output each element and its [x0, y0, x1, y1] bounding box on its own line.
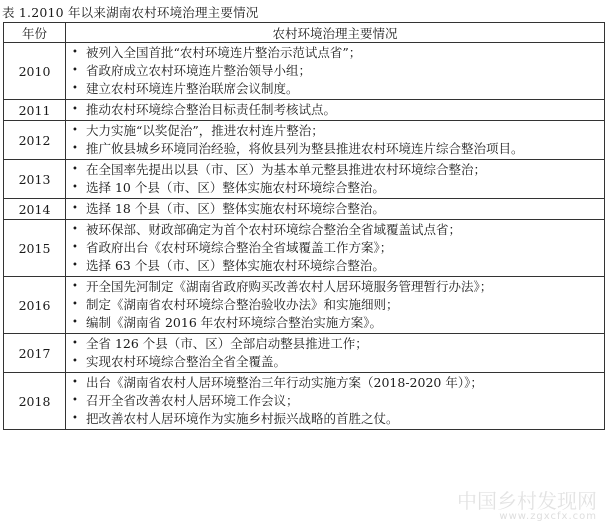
item-text: 被列入全国首批“农村环境连片整治示范试点省”；: [86, 45, 362, 60]
bullet-icon: •: [72, 299, 78, 310]
list-item: [72, 314, 600, 332]
list-item: [72, 161, 600, 179]
item-text: 出台《湖南省农村人居环境整治三年行动实施方案（2018-2020 年）》；: [86, 375, 483, 390]
content-cell: [66, 43, 605, 100]
list-item: [72, 335, 600, 353]
content-cell: [66, 160, 605, 199]
item-text: 选择 10 个县（市、区）整体实施农村环境综合整治。: [86, 180, 385, 195]
year-cell: 2014: [4, 199, 66, 220]
item-text: 推动农村环境综合整治目标责任制考核试点。: [86, 102, 337, 117]
content-cell: [66, 121, 605, 160]
list-item: [72, 278, 600, 296]
item-text: 把改善农村人居环境作为实施乡村振兴战略的首胜之仗。: [86, 411, 399, 426]
list-item: [72, 257, 600, 275]
bullet-icon: •: [72, 104, 78, 115]
year-cell: 2018: [4, 373, 66, 430]
item-text: 大力实施“以奖促治”，推进农村连片整治；: [86, 123, 324, 138]
bullet-icon: •: [72, 356, 78, 367]
content-cell: [66, 334, 605, 373]
table-header-row: [4, 23, 605, 43]
table-row: [4, 373, 605, 430]
content-cell: [66, 220, 605, 277]
bullet-icon: •: [72, 83, 78, 94]
content-cell: [66, 277, 605, 334]
bullet-icon: •: [72, 395, 78, 406]
list-item: [72, 410, 600, 428]
bullet-icon: •: [72, 317, 78, 328]
bullet-icon: •: [72, 203, 78, 214]
item-text: 推广攸县城乡环境同治经验，将攸县列为整县推进农村环境连片综合整治项目。: [86, 141, 524, 156]
item-text: 选择 18 个县（市、区）整体实施农村环境综合整治。: [86, 201, 385, 216]
bullet-icon: •: [72, 377, 78, 388]
table-body: [4, 43, 605, 430]
item-text: 选择 63 个县（市、区）整体实施农村环境综合整治。: [86, 258, 385, 273]
bullet-icon: •: [72, 281, 78, 292]
content-cell: [66, 100, 605, 121]
item-text: 制定《湖南省农村环境综合整治验收办法》和实施细则；: [86, 297, 399, 312]
table-row: [4, 121, 605, 160]
watermark-logo: [401, 486, 601, 524]
list-item: [72, 374, 600, 392]
list-item: [72, 353, 600, 371]
list-item: [72, 179, 600, 197]
item-text: 建立农村环境连片整治联席会议制度。: [86, 81, 299, 96]
bullet-icon: •: [72, 182, 78, 193]
governance-table: [3, 22, 605, 430]
bullet-icon: •: [72, 260, 78, 271]
list-item: [72, 221, 600, 239]
bullet-icon: •: [72, 47, 78, 58]
list-item: [72, 140, 600, 158]
list-item: [72, 392, 600, 410]
bullet-icon: •: [72, 65, 78, 76]
table-row: [4, 160, 605, 199]
content-cell: [66, 199, 605, 220]
list-item: [72, 62, 600, 80]
item-text: 召开全省改善农村人居环境工作会议；: [86, 393, 299, 408]
year-cell: 2015: [4, 220, 66, 277]
year-cell: 2016: [4, 277, 66, 334]
table-row: [4, 100, 605, 121]
item-text: 实现农村环境综合整治全省全覆盖。: [86, 354, 287, 369]
bullet-icon: •: [72, 125, 78, 136]
header-year: 年份: [4, 23, 66, 43]
list-item: [72, 239, 600, 257]
year-cell: 2017: [4, 334, 66, 373]
year-cell: 2011: [4, 100, 66, 121]
bullet-icon: •: [72, 242, 78, 253]
bullet-icon: •: [72, 164, 78, 175]
watermark-url: www.zgxcfx.com: [499, 511, 597, 522]
table-row: [4, 199, 605, 220]
item-text: 全省 126 个县（市、区）全部启动整县推进工作；: [86, 336, 368, 351]
list-item: [72, 80, 600, 98]
watermark-site-text: 中国乡村发现网: [457, 489, 597, 513]
item-text: 省政府成立农村环境连片整治领导小组；: [86, 63, 312, 78]
table-row: [4, 220, 605, 277]
bullet-icon: •: [72, 338, 78, 349]
table-row: [4, 43, 605, 100]
list-item: [72, 200, 600, 218]
bullet-icon: •: [72, 413, 78, 424]
bullet-icon: •: [72, 224, 78, 235]
item-text: 开全国先河制定《湖南省政府购买改善农村人居环境服务管理暂行办法》；: [86, 279, 493, 294]
list-item: [72, 122, 600, 140]
table-row: [4, 277, 605, 334]
year-cell: 2012: [4, 121, 66, 160]
list-item: [72, 44, 600, 62]
bullet-icon: •: [72, 143, 78, 154]
header-content: 农村环境治理主要情况: [66, 23, 605, 43]
content-cell: [66, 373, 605, 430]
table-caption: 表 1.2010 年以来湖南农村环境治理主要情况: [2, 5, 259, 20]
item-text: 被环保部、财政部确定为首个农村环境综合整治全省域覆盖试点省；: [86, 222, 462, 237]
year-cell: 2010: [4, 43, 66, 100]
year-cell: 2013: [4, 160, 66, 199]
item-text: 在全国率先提出以县（市、区）为基本单元整县推进农村环境综合整治；: [86, 162, 487, 177]
list-item: [72, 296, 600, 314]
table-row: [4, 334, 605, 373]
list-item: [72, 101, 600, 119]
item-text: 编制《湖南省 2016 年农村环境综合整治实施方案》。: [86, 315, 383, 330]
item-text: 省政府出台《农村环境综合整治全省域覆盖工作方案》；: [86, 240, 393, 255]
